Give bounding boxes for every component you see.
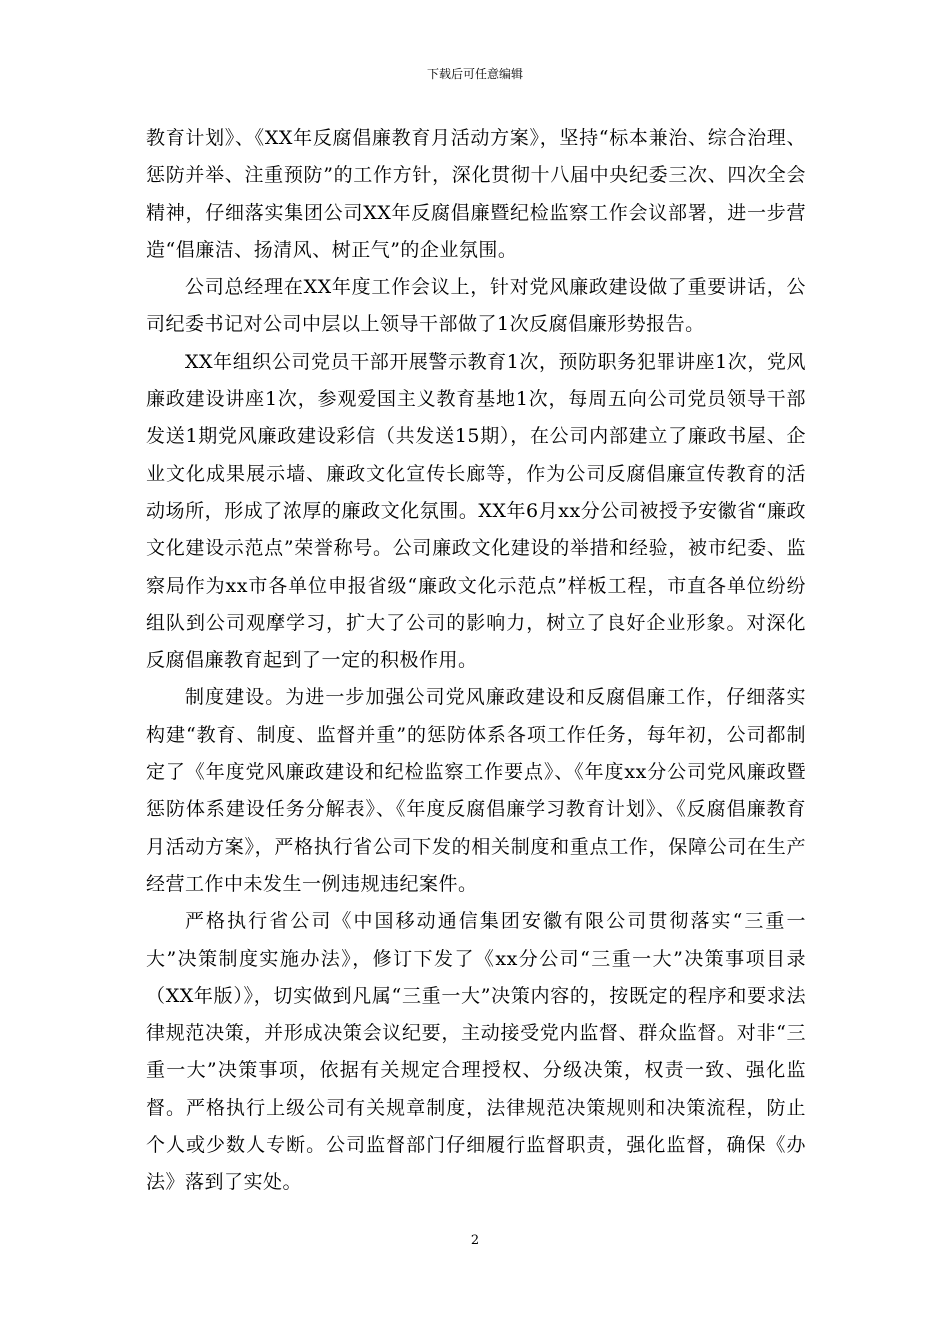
paragraph-5: 严格执行省公司《中国移动通信集团安徽有限公司贯彻落实“三重一大”决策制度实施办法》，修订下发了《xx分公司“三重一大”决策事项目录（XX年版）》，切实做到凡属“三重一大”决策内容的，按既定的程序和要求法律规范决策，并形成决策会议纪要，主动接受党内监督、群众监督。对非“三重一大”决策事项，依据有关规定合理授权、分级决策，权责一致、强化监督。严格执行上级公司有关规章制度，法律规范决策规则和决策流程，防止个人或少数人专断。公司监督部门仔细履行监督职责，强化监督，确保《办法》落到了实处。: [146, 910, 806, 1194]
page-number: 2: [470, 1233, 480, 1248]
paragraph-2: 公司总经理在XX年度工作会议上，针对党风廉政建设做了重要讲话，公司纪委书记对公司中层以上领导干部做了1次反腐倡廉形势报告。: [146, 276, 806, 336]
paragraph-4: 制度建设。为进一步加强公司党风廉政建设和反腐倡廉工作，仔细落实构建“教育、制度、监督并重”的惩防体系各项工作任务，每年初，公司都制定了《年度党风廉政建设和纪检监察工作要点》、《年度xx分公司党风廉政暨惩防体系建设任务分解表》、《年度反腐倡廉学习教育计划》、《反腐倡廉教育月活动方案》，严格执行省公司下发的相关制度和重点工作，保障公司在生产经营工作中未发生一例违规违纪案件。: [146, 686, 806, 895]
paragraph-1: 教育计划》、《XX年反腐倡廉教育月活动方案》，坚持“标本兼治、综合治理、惩防并举、注重预防”的工作方针，深化贯彻十八届中央纪委三次、四次全会精神，仔细落实集团公司XX年反腐倡廉暨纪检监察工作会议部署，进一步营造“倡廉洁、扬清风、树正气”的企业氛围。: [146, 127, 806, 261]
page-header-note: 下载后可任意编辑: [426, 67, 523, 81]
document-body: [146, 120, 806, 1202]
paragraph-3: XX年组织公司党员干部开展警示教育1次，预防职务犯罪讲座1次，党风廉政建设讲座1次，参观爱国主义教育基地1次，每周五向公司党员领导干部发送1期党风廉政建设彩信（共发送15期），在公司内部建立了廉政书屋、企业文化成果展示墙、廉政文化宣传长廊等，作为公司反腐倡廉宣传教育的活动场所，形成了浓厚的廉政文化氛围。XX年6月xx分公司被授予安徽省“廉政文化建设示范点”荣誉称号。公司廉政文化建设的举措和经验，被市纪委、监察局作为xx市各单位申报省级“廉政文化示范点”样板工程，市直各单位纷纷组队到公司观摩学习，扩大了公司的影响力，树立了良好企业形象。对深化反腐倡廉教育起到了一定的积极作用。: [146, 350, 806, 672]
